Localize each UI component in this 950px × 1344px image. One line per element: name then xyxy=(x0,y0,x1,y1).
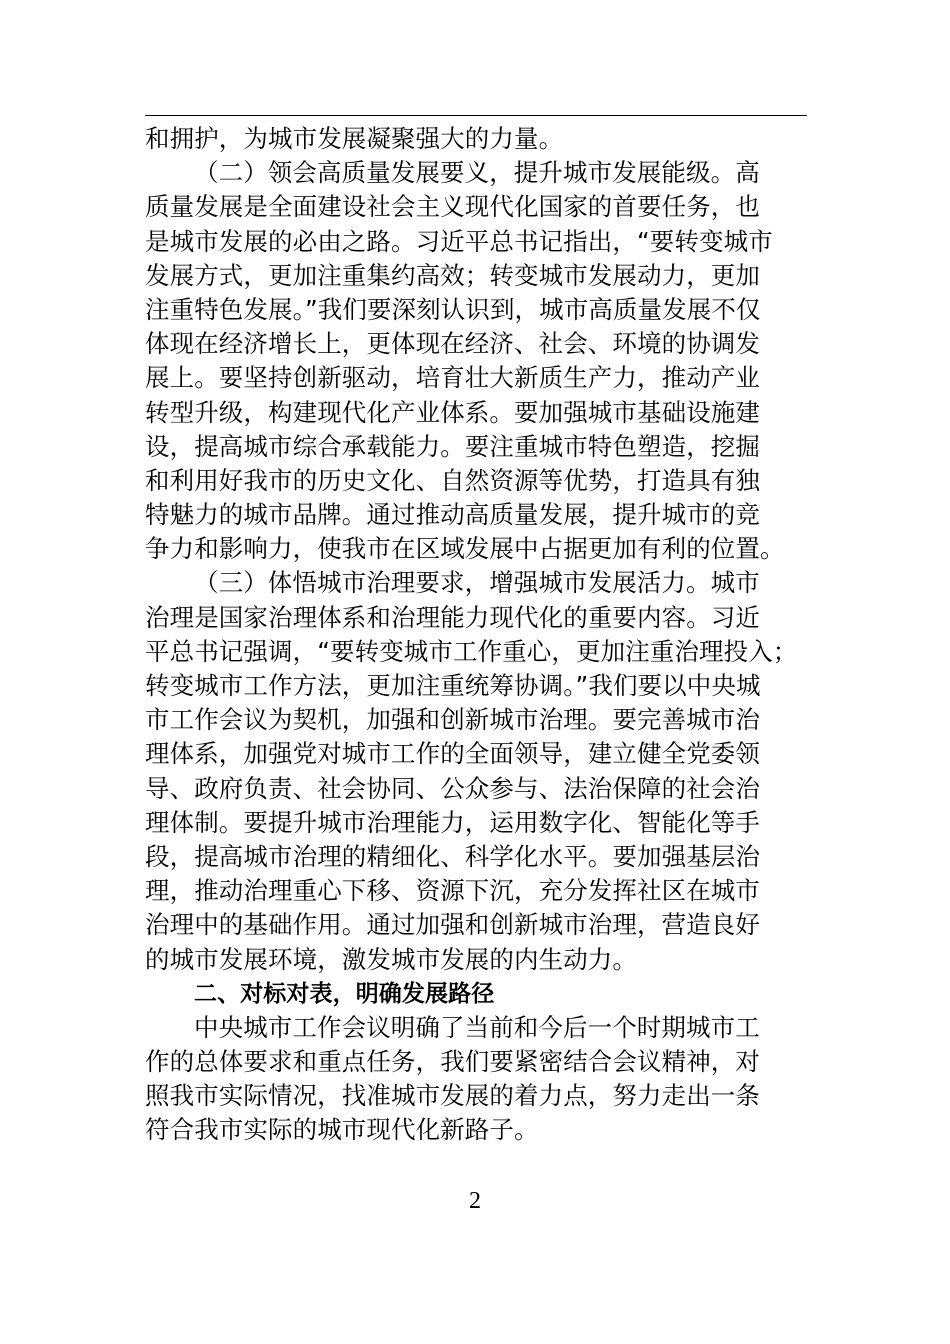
text-line: 是城市发展的必由之路。习近平总书记指出，“要转变城市 xyxy=(145,226,773,256)
text-line: 设，提高城市综合承载能力。要注重城市特色塑造，挖掘 xyxy=(145,431,760,461)
text-line: 和拥护，为城市发展凝聚强大的力量。 xyxy=(145,124,564,153)
text-line: 治理是国家治理体系和治理能力现代化的重要内容。习近 xyxy=(145,602,760,632)
text-line: 的城市发展环境，激发城市发展的内生动力。 xyxy=(145,944,637,974)
document-body xyxy=(145,122,807,1148)
text-line: 照我市实际情况，找准城市发展的着力点，努力走出一条 xyxy=(145,1081,760,1111)
text-line: 治理中的基础作用。通过加强和创新城市治理，营造良好 xyxy=(145,910,760,940)
text-line: 争力和影响力，使我市在区域发展中占据更加有利的位置。 xyxy=(145,534,785,564)
section-heading: 二、对标对表，明确发展路径 xyxy=(194,980,495,1007)
paragraph-first-line: （二）领会高质量发展要义，提升城市发展能级。高 xyxy=(194,158,760,188)
text-line: 理体系，加强党对城市工作的全面领导，建立健全党委领 xyxy=(145,739,760,769)
text-line: 市工作会议为契机，加强和创新城市治理。要完善城市治 xyxy=(145,705,760,735)
text-line: 体现在经济增长上，更体现在经济、社会、环境的协调发 xyxy=(145,329,760,359)
text-line: 理体制。要提升城市治理能力，运用数字化、智能化等手 xyxy=(145,807,760,837)
text-line: 转型升级，构建现代化产业体系。要加强城市基础设施建 xyxy=(145,397,760,427)
page-number: 2 xyxy=(469,1188,481,1214)
text-line: 导、政府负责、社会协同、公众参与、法治保障的社会治 xyxy=(145,773,760,803)
text-line: 注重特色发展。”我们要深刻认识到，城市高质量发展不仅 xyxy=(145,294,761,324)
paragraph-first-line: 中央城市工作会议明确了当前和今后一个时期城市工 xyxy=(194,1012,760,1042)
text-line: 作的总体要求和重点任务，我们要紧密结合会议精神，对 xyxy=(145,1047,760,1077)
text-line: 转变城市工作方法，更加注重统筹协调。”我们要以中央城 xyxy=(145,671,761,700)
text-line: 质量发展是全面建设社会主义现代化国家的首要任务，也 xyxy=(145,192,760,222)
text-line: 展上。要坚持创新驱动，培育壮大新质生产力，推动产业 xyxy=(145,363,760,393)
text-line: 和利用好我市的历史文化、自然资源等优势，打造具有独 xyxy=(145,465,760,495)
header-rule xyxy=(145,115,807,116)
text-line: 段，提高城市治理的精细化、科学化水平。要加强基层治 xyxy=(145,841,760,871)
text-line: 平总书记强调，“要转变城市工作重心，更加注重治理投入； xyxy=(145,636,798,666)
text-line: 理，推动治理重心下移、资源下沉，充分发挥社区在城市 xyxy=(145,876,760,906)
text-line: 特魅力的城市品牌。通过推动高质量发展，提升城市的竞 xyxy=(145,500,760,530)
text-line: 发展方式，更加注重集约高效；转变城市发展动力，更加 xyxy=(145,260,760,290)
text-line: 符合我市实际的城市现代化新路子。 xyxy=(145,1115,539,1145)
paragraph-first-line: （三）体悟城市治理要求，增强城市发展活力。城市 xyxy=(194,568,760,598)
